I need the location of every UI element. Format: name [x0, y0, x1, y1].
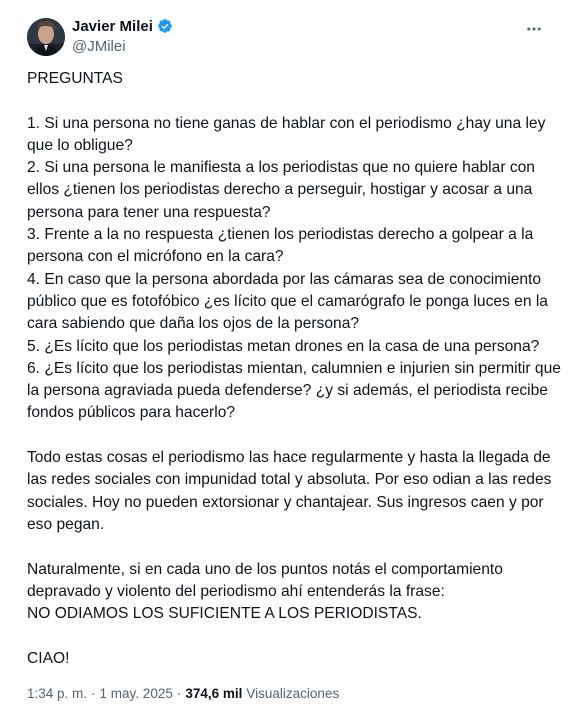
- paragraph-gap: [27, 536, 567, 558]
- paragraph-gap: [27, 90, 567, 112]
- tweet-closing: CIAO!: [27, 649, 70, 667]
- tweet-paragraph-2: Todo estas cosas el periodismo las hace regularmente y hasta la llegada de las redes sociales con impunidad total y absoluta. Por eso odian a las redes sociales. Hoy no pueden extorsionar y chantajear. Sus ingresos caen y por eso pegan.: [27, 449, 552, 533]
- meta-separator: ·: [91, 686, 96, 701]
- more-horizontal-icon: [525, 20, 543, 38]
- tweet-time[interactable]: 1:34 p. m.: [27, 686, 88, 701]
- tweet-questions: 1. Si una persona no tiene ganas de hablar con el periodismo ¿hay una ley que lo obligue? 2. Si una persona le manifiesta a los periodistas que no quiere hablar con ellos ¿tienen los periodistas derecho a perseguir, hostigar y acosar a una persona para tener una respuesta? 3. Frente a la no respuesta ¿tienen los periodistas derecho a golpear a la persona con el micrófono en la cara? 4. En caso que la persona abordada por las cámaras sea de conocimiento público que es fotofóbico ¿es lícito que el camarógrafo le ponga luces en la cara sabiendo que daña los ojos de la persona? 5. ¿Es lícito que los periodistas metan drones en la casa de una persona? 6. ¿Es lícito que los periodistas mientan, calumnien e injurien sin permitir que la persona agraviada pueda defenderse? ¿y si además, el periodista recibe fondos públicos para hacerlo?: [27, 114, 561, 422]
- tweet-title: PREGUNTAS: [27, 70, 123, 87]
- tweet-header: [27, 14, 555, 58]
- avatar[interactable]: [27, 18, 65, 56]
- verified-badge-icon[interactable]: [157, 18, 173, 34]
- tweet-date[interactable]: 1 may. 2025: [99, 686, 173, 701]
- avatar-image: [27, 18, 65, 56]
- views-label: Visualizaciones: [246, 686, 340, 701]
- paragraph-gap: [27, 625, 567, 647]
- views-count: 374,6 mil: [185, 686, 243, 701]
- more-options-button[interactable]: [521, 16, 547, 42]
- tweet-paragraph-3: Naturalmente, si en cada uno de los puntos notás el comportamiento depravado y violento del periodismo ahí entenderás la frase: NO ODIAMOS LOS SUFICIENTE A LOS PERIODISTAS.: [27, 560, 503, 623]
- meta-separator: ·: [176, 686, 182, 701]
- author-display-name[interactable]: Javier Milei: [72, 17, 153, 35]
- tweet-text: [27, 68, 567, 670]
- author-handle[interactable]: @JMilei: [72, 38, 126, 55]
- tweet-meta: [27, 686, 339, 701]
- author-names: [72, 16, 173, 55]
- display-name-row: [72, 16, 173, 36]
- paragraph-gap: [27, 425, 567, 447]
